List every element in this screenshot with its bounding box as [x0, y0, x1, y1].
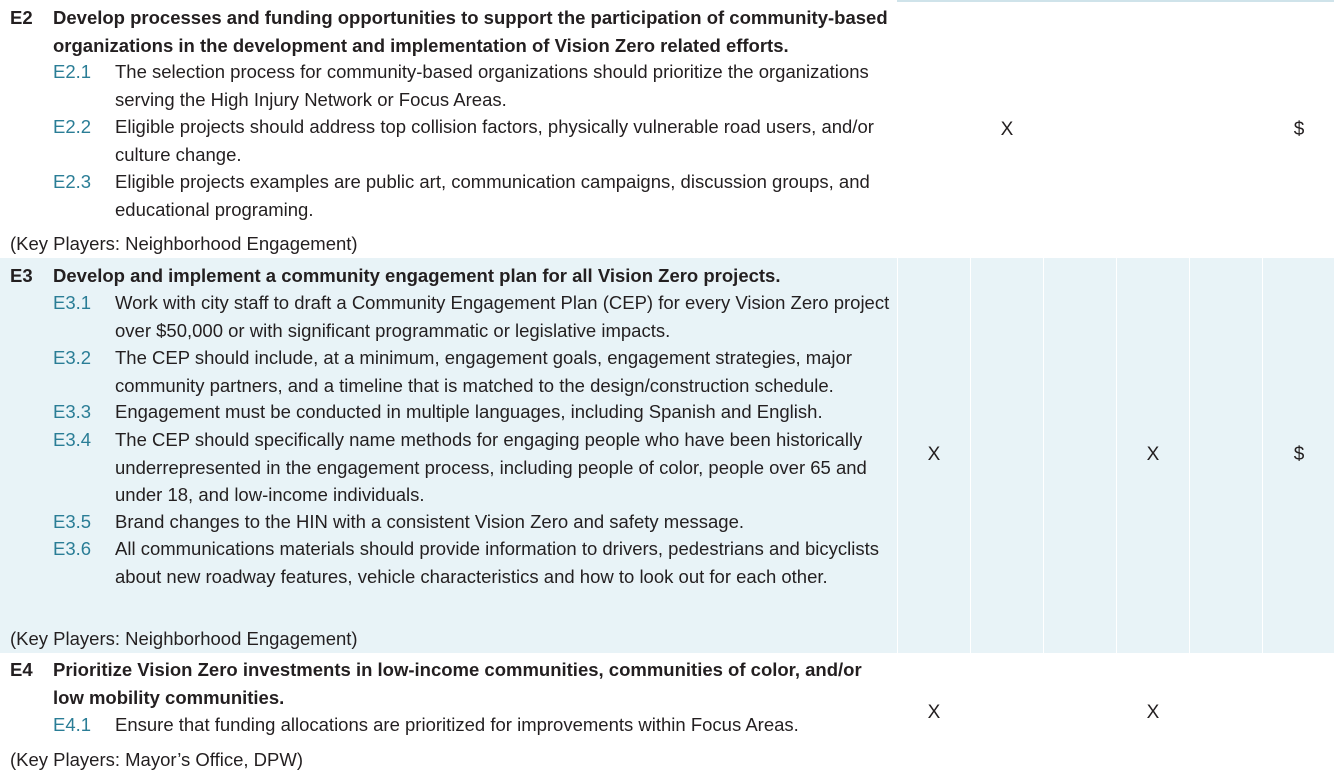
key-players: (Key Players: Mayor’s Office, DPW): [10, 749, 303, 770]
table-row-e4: [0, 653, 1334, 780]
matrix-mark: X: [1146, 702, 1160, 723]
action-title: Develop processes and funding opportunities to support the participation of community-based organizations in the development and implementation of Vision Zero related efforts.: [53, 7, 888, 56]
sub-action-code: E2.3: [53, 171, 92, 192]
table-row-e2: [0, 0, 1334, 258]
sub-action-text: Eligible projects should address top collision factors, physically vulnerable road users, and/or culture change.: [115, 116, 874, 165]
matrix-mark: $: [1293, 444, 1305, 465]
sub-action-text: Work with city staff to draft a Community Engagement Plan (CEP) for every Vision Zero project over $50,000 or with significant programmatic or legislative impacts.: [115, 292, 890, 341]
sub-action-text: The CEP should include, at a minimum, engagement goals, engagement strategies, major community partners, and a timeline that is matched to the design/construction schedule.: [115, 347, 852, 396]
sub-action-code: E3.3: [53, 401, 92, 422]
action-code: E2: [10, 7, 33, 28]
matrix-mark: X: [927, 702, 941, 723]
sub-action-code: E3.5: [53, 511, 92, 532]
table-row-e3: [0, 258, 1334, 653]
key-players: (Key Players: Neighborhood Engagement): [10, 628, 358, 649]
action-code: E3: [10, 265, 33, 286]
sub-action-text: All communications materials should provide information to drivers, pedestrians and bicyclists about new roadway features, vehicle characteristics and how to look out for each other.: [115, 538, 879, 587]
sub-action-text: The selection process for community-based organizations should prioritize the organizations serving the High Injury Network or Focus Areas.: [115, 61, 869, 110]
sub-action-code: E2.2: [53, 116, 92, 137]
sub-action-text: The CEP should specifically name methods for engaging people who have been historically underrepresented in the engagement process, including people of color, people over 65 and under 18, and low-income individuals.: [115, 429, 867, 505]
matrix-mark: X: [1000, 119, 1014, 140]
sub-action-code: E4.1: [53, 714, 92, 735]
sub-action-code: E3.2: [53, 347, 92, 368]
sub-action-code: E2.1: [53, 61, 92, 82]
sub-action-code: E3.1: [53, 292, 92, 313]
column-divider: [1043, 258, 1044, 653]
sub-action-code: E3.6: [53, 538, 92, 559]
matrix-mark: $: [1293, 119, 1305, 140]
action-code: E4: [10, 659, 33, 680]
sub-action-code: E3.4: [53, 429, 92, 450]
sub-action-text: Ensure that funding allocations are prioritized for improvements within Focus Areas.: [115, 714, 799, 735]
column-divider: [970, 258, 971, 653]
action-title: Develop and implement a community engagement plan for all Vision Zero projects.: [53, 265, 781, 286]
matrix-mark: X: [1146, 444, 1160, 465]
column-divider: [1189, 258, 1190, 653]
sub-action-text: Eligible projects examples are public art, communication campaigns, discussion groups, and educational programing.: [115, 171, 870, 220]
sub-action-text: Brand changes to the HIN with a consistent Vision Zero and safety message.: [115, 511, 744, 532]
sub-action-text: Engagement must be conducted in multiple languages, including Spanish and English.: [115, 401, 823, 422]
matrix-mark: X: [927, 444, 941, 465]
key-players: (Key Players: Neighborhood Engagement): [10, 233, 358, 254]
action-title: Prioritize Vision Zero investments in low-income communities, communities of color, and/or low mobility communities.: [53, 659, 862, 708]
